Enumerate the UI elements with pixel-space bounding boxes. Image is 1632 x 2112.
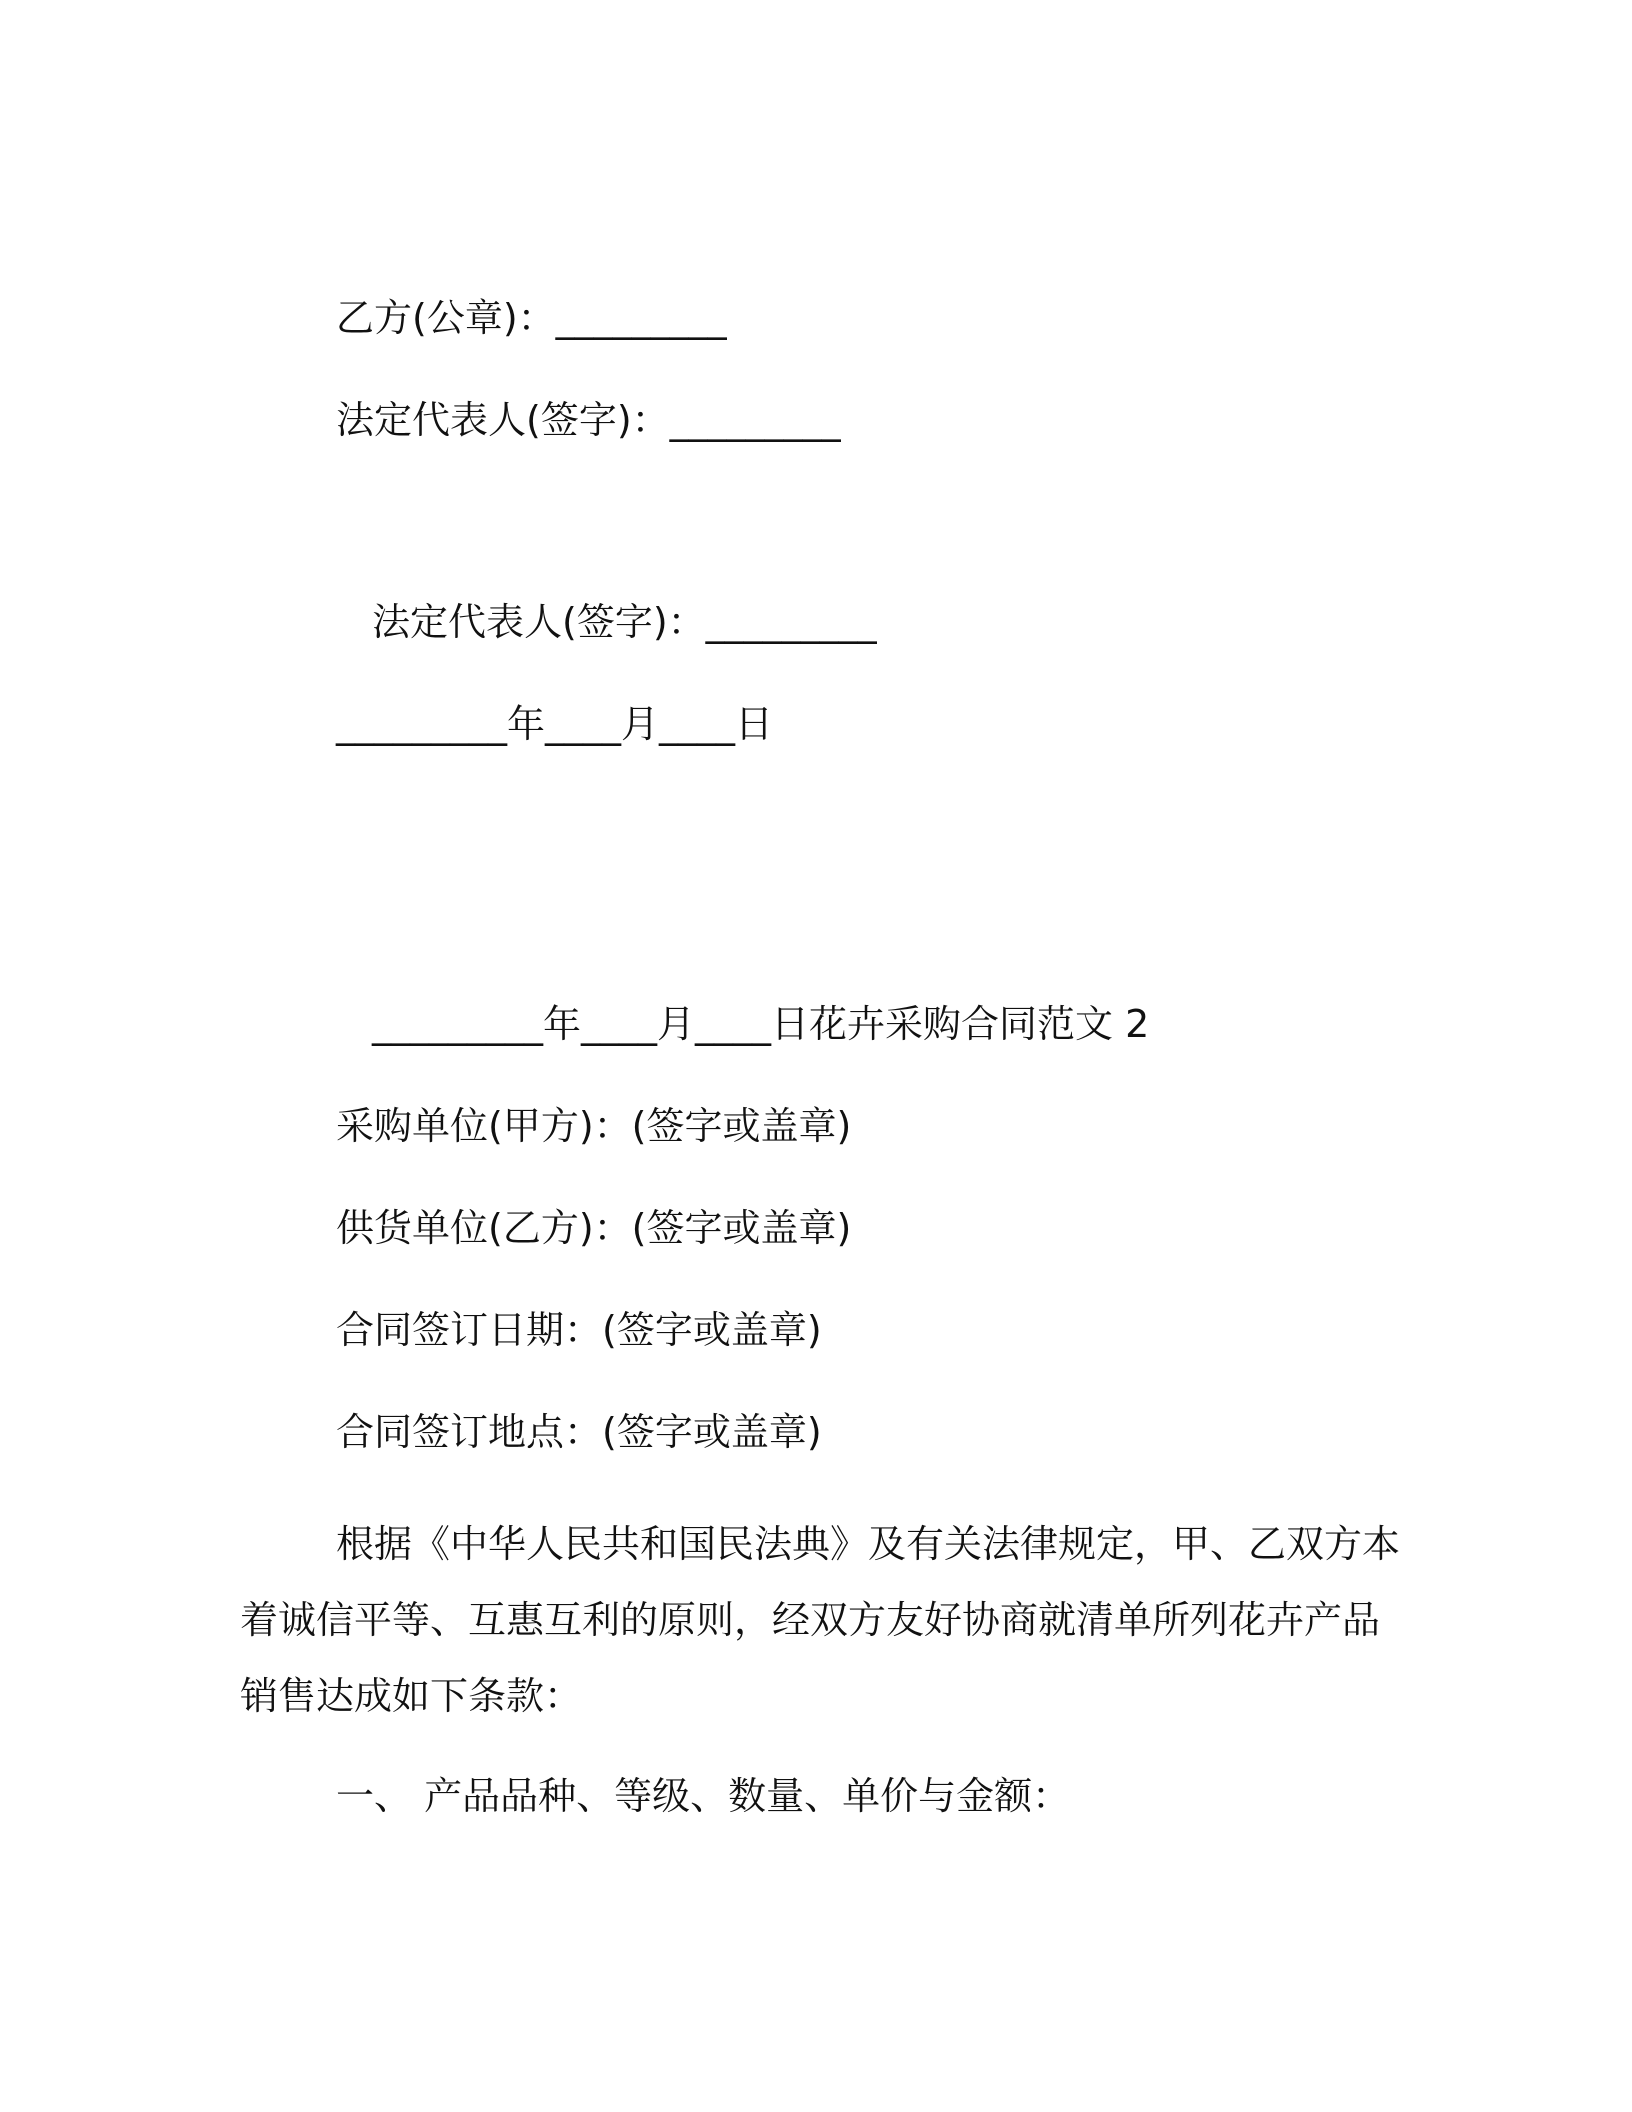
sign-place-line: 合同签订地点：(签字或盖章) [336,1410,822,1454]
supplier-line: 供货单位(乙方)：(签字或盖章) [336,1206,852,1250]
legal-representative-line: 法定代表人(签字)：_________ [336,398,841,442]
date-line: _________年____月____日 [336,702,774,746]
intro-paragraph-line-2: 着诚信平等、互惠互利的原则，经双方友好协商就清单所列花卉产品 [240,1598,1381,1642]
intro-paragraph-line-1: 根据《中华人民共和国民法典》及有关法律规定，甲、乙双方本 [336,1522,1401,1566]
party-b-seal-line: 乙方(公章)：_________ [336,296,727,340]
intro-paragraph [240,1506,1401,1734]
buyer-line: 采购单位(甲方)：(签字或盖章) [336,1104,852,1148]
legal-representative-line-2: 法定代表人(签字)：_________ [372,600,877,644]
sign-date-line: 合同签订日期：(签字或盖章) [336,1308,822,1352]
contract-title-line: _________年____月____日花卉采购合同范文 2 [372,1002,1150,1046]
section-one-heading: 一、 产品品种、等级、数量、单价与金额： [336,1774,1071,1818]
intro-paragraph-line-3: 销售达成如下条款： [240,1674,583,1718]
